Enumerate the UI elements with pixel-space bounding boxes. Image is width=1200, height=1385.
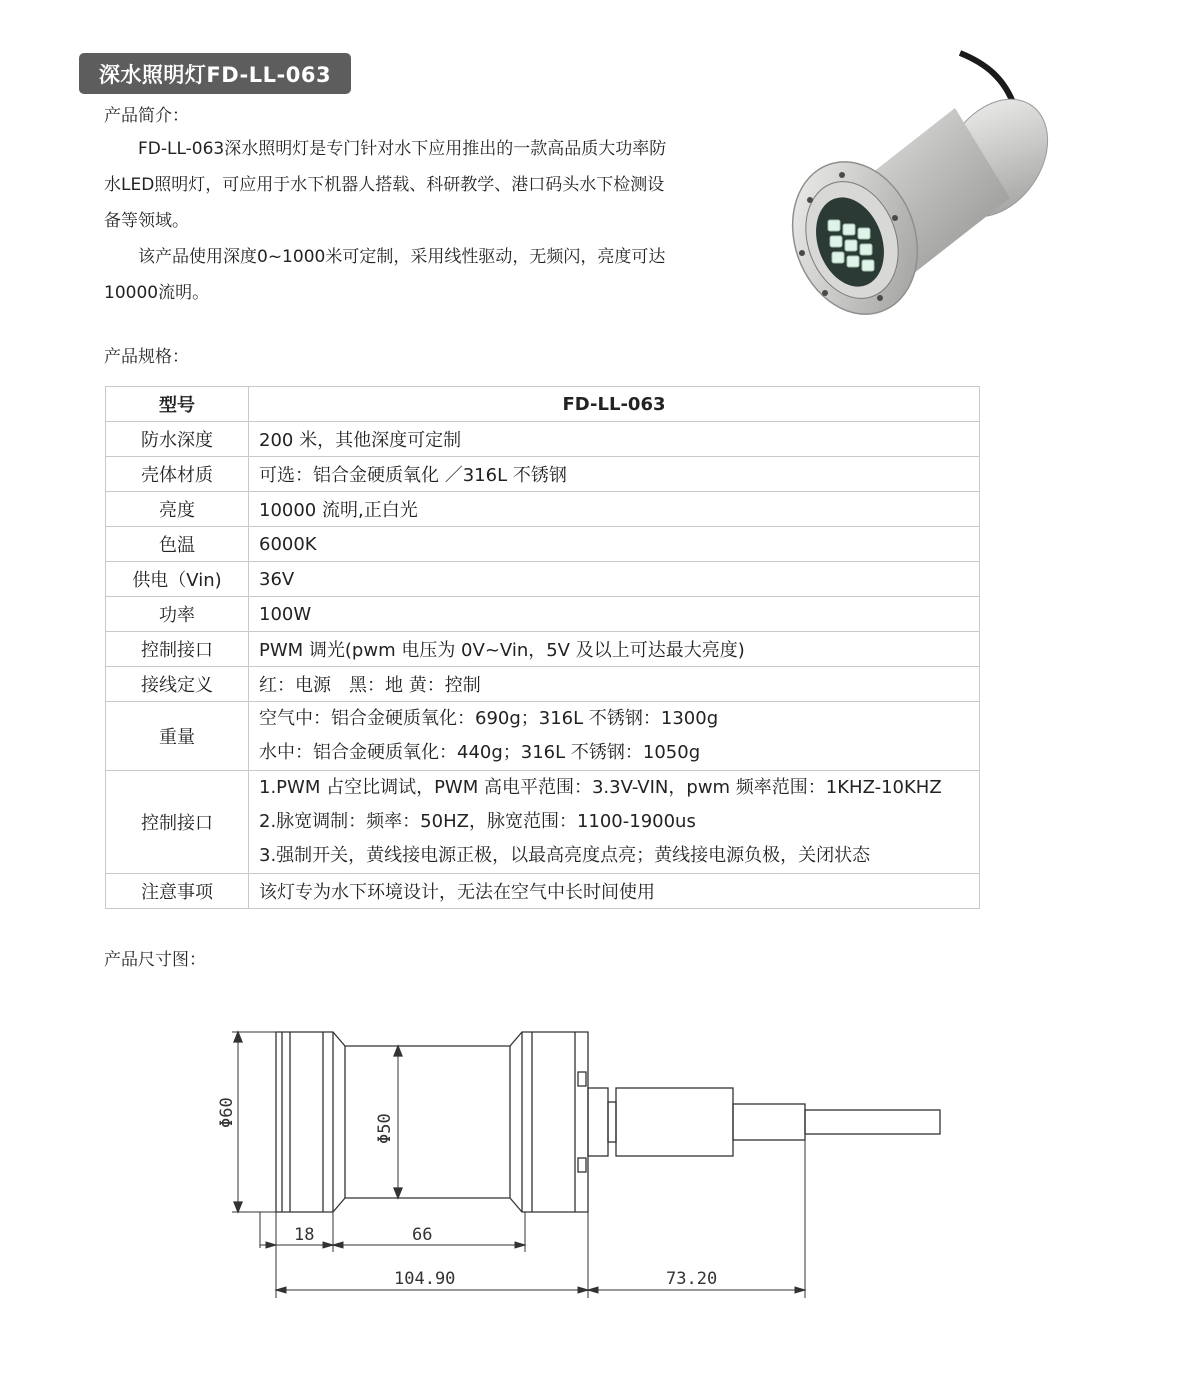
control-line: 3.强制开关，黄线接电源正极，以最高亮度点亮；黄线接电源负极，关闭状态 — [259, 845, 871, 866]
table-row — [106, 632, 980, 667]
table-row — [106, 702, 980, 771]
spec-value: 200 米，其他深度可定制 — [249, 422, 980, 457]
table-row — [106, 457, 980, 492]
specs-label: 产品规格： — [104, 347, 189, 367]
table-row — [106, 771, 980, 874]
spec-value: 6000K — [249, 527, 980, 562]
spec-key: 注意事项 — [106, 874, 249, 909]
dimension-line-total — [276, 1287, 805, 1293]
spec-value: 红：电源 黑：地 黄：控制 — [249, 667, 980, 702]
table-row — [106, 874, 980, 909]
body-outline — [276, 1032, 588, 1212]
intro-label: 产品简介： — [104, 106, 189, 126]
product-photo — [780, 48, 1055, 323]
inner-diameter-label: Φ50 — [375, 1113, 395, 1144]
weight-line: 空气中：铝合金硬质氧化：690g；316L 不锈钢：1300g — [259, 708, 719, 729]
spec-value — [249, 702, 980, 771]
dimension-66-label: 66 — [412, 1225, 433, 1245]
spec-table — [105, 386, 980, 909]
control-line: 1.PWM 占空比调试，PWM 高电平范围：3.3V-VIN，pwm 频率范围：1KHZ-10KHZ — [259, 777, 942, 798]
spec-key: 防水深度 — [106, 422, 249, 457]
table-row — [106, 667, 980, 702]
spec-key: 接线定义 — [106, 667, 249, 702]
inner-diameter-dimension — [394, 1046, 402, 1198]
spec-value: 可选：铝合金硬质氧化 ／316L 不锈钢 — [249, 457, 980, 492]
table-row — [106, 492, 980, 527]
spec-key: 供电（Vin) — [106, 562, 249, 597]
intro-text — [104, 131, 674, 311]
outer-diameter-label: Φ60 — [217, 1097, 237, 1128]
spec-value: 100W — [249, 597, 980, 632]
cable-gland — [588, 1088, 940, 1156]
table-row — [106, 387, 980, 422]
spec-key: 控制接口 — [106, 771, 249, 874]
spec-key: 壳体材质 — [106, 457, 249, 492]
spec-key: 功率 — [106, 597, 249, 632]
dimension-drawing — [210, 1020, 960, 1310]
table-row — [106, 422, 980, 457]
spec-key: 控制接口 — [106, 632, 249, 667]
table-row — [106, 527, 980, 562]
dimension-18-label: 18 — [294, 1225, 315, 1245]
spec-value: PWM 调光(pwm 电压为 0V~Vin，5V 及以上可达最大亮度) — [249, 632, 980, 667]
page-title: 深水照明灯FD-LL-063 — [79, 53, 351, 94]
dimension-cable-label: 73.20 — [666, 1269, 718, 1289]
spec-value — [249, 771, 980, 874]
spec-key: 型号 — [106, 387, 249, 422]
spec-key: 亮度 — [106, 492, 249, 527]
intro-paragraph-1: FD-LL-063深水照明灯是专门针对水下应用推出的一款高品质大功率防水LED照明灯，可应用于水下机器人搭载、科研教学、港口码头水下检测设备等领域。 — [104, 139, 667, 231]
dimension-total-label: 104.90 — [394, 1269, 456, 1289]
table-row — [106, 562, 980, 597]
spec-key: 重量 — [106, 702, 249, 771]
intro-paragraph-2: 该产品使用深度0~1000米可定制，采用线性驱动，无频闪，亮度可达10000流明。 — [104, 247, 666, 303]
led-array — [828, 220, 874, 271]
spec-value: 该灯专为水下环境设计，无法在空气中长时间使用 — [249, 874, 980, 909]
spec-value: 10000 流明,正白光 — [249, 492, 980, 527]
spec-value: 36V — [249, 562, 980, 597]
spec-key: 色温 — [106, 527, 249, 562]
weight-line: 水中：铝合金硬质氧化：440g；316L 不锈钢：1050g — [259, 742, 701, 763]
spec-value: FD-LL-063 — [249, 387, 980, 422]
control-line: 2.脉宽调制：频率：50HZ，脉宽范围：1100-1900us — [259, 811, 696, 832]
dimensions-label: 产品尺寸图： — [104, 950, 206, 970]
table-row — [106, 597, 980, 632]
outer-diameter-dimension — [232, 1032, 276, 1212]
